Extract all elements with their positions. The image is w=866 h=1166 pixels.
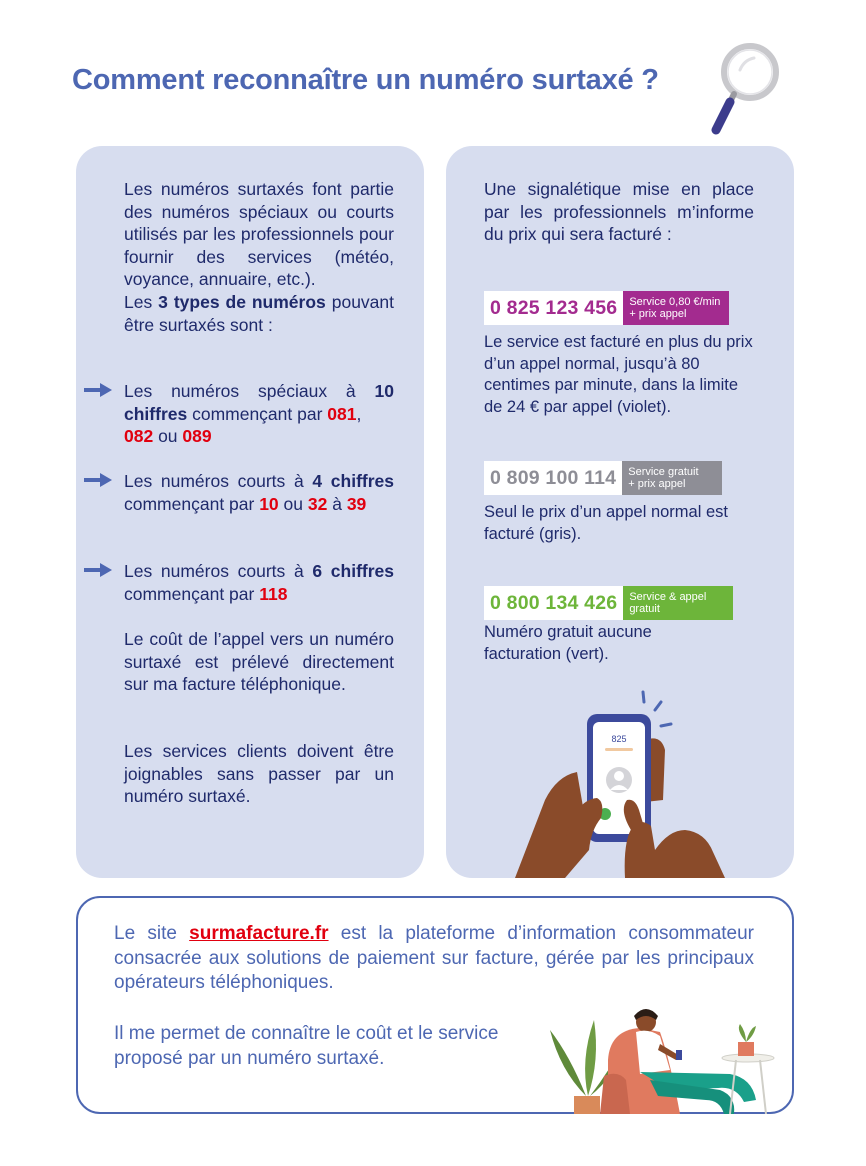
violet-number-badge <box>484 291 729 325</box>
site-link[interactable]: surmafacture.fr <box>189 923 329 944</box>
badge-label <box>623 291 729 325</box>
woman-with-phone-illustration <box>530 1000 784 1114</box>
badge-label-line: gratuit <box>629 603 660 615</box>
arrow-right-icon <box>84 563 112 577</box>
prefix-number: 118 <box>259 583 288 604</box>
cost-paragraph: Le coût de l’appel vers un numéro surtaxé est prélevé directement sur ma facture téléphonique. <box>124 629 394 695</box>
prefix-number: 081 <box>327 403 357 424</box>
bullet-item <box>124 380 394 448</box>
badge-label-line: Service 0,80 €/min <box>629 295 721 308</box>
badge-label <box>622 461 722 495</box>
types-text-post: pouvant être surtaxés sont : <box>124 291 394 335</box>
bullet-bold: 10 chiffres <box>124 381 394 424</box>
customer-service-paragraph: Les services clients doivent être joignables sans passer par un numéro surtaxé. <box>124 741 394 807</box>
prefix-number: 089 <box>182 426 212 447</box>
purpose-paragraph: Il me permet de connaître le coût et le service proposé par un numéro surtaxé. <box>114 1023 499 1069</box>
bullet-text: ou <box>278 493 308 514</box>
site-paragraph <box>114 922 754 996</box>
phone-screen-number: 825 <box>611 734 627 744</box>
badge-label-line: + prix appel <box>629 308 687 320</box>
bullet-text: commençant par <box>124 583 260 604</box>
badge-label-line: Service & appel <box>629 590 707 603</box>
prefix-number: 39 <box>346 493 367 514</box>
badge-label <box>623 586 733 620</box>
green-description: Numéro gratuit aucune facturation (vert). <box>484 623 652 663</box>
badge-number: 0 825 123 456 <box>484 291 623 325</box>
bullet-text: ou <box>153 426 183 447</box>
bullet-text: Les numéros courts à <box>124 561 313 581</box>
violet-description: Le service est facturé en plus du prix d’un appel normal, jusqu’à 80 centimes par minute, dans la limite de 24 € par appel (violet). <box>484 333 753 416</box>
bullet-text: Les numéros spéciaux à <box>124 381 375 401</box>
badge-number: 0 800 134 426 <box>484 586 623 620</box>
magnifying-glass-icon <box>700 40 790 140</box>
prefix-number: 10 <box>259 493 279 514</box>
bullet-text: commençant par <box>124 493 260 514</box>
intro-paragraph <box>124 178 394 336</box>
gray-description: Seul le prix d’un appel normal est facturé (gris). <box>484 503 728 543</box>
arrow-right-icon <box>84 473 112 487</box>
bullet-text: commençant par <box>187 403 328 424</box>
prefix-number: 082 <box>124 426 154 447</box>
bullet-text: Les numéros courts à <box>124 471 313 491</box>
phone-in-hand-illustration <box>505 680 755 878</box>
arrow-right-icon <box>84 383 112 397</box>
signage-intro: Une signalétique mise en place par les professionnels m’informe du prix qui sera facturé : <box>484 179 754 245</box>
bullet-bold: 6 chiffres <box>312 561 394 581</box>
badge-number: 0 809 100 114 <box>484 461 622 495</box>
types-text-bold: 3 types de numéros <box>158 291 326 312</box>
bullet-text: à <box>327 493 347 514</box>
green-number-badge <box>484 586 733 620</box>
prefix-number: 32 <box>307 493 328 514</box>
bullet-bold: 4 chiffres <box>312 471 394 491</box>
bullet-text: , <box>356 403 362 424</box>
intro-text: Les numéros surtaxés font partie des numéros spéciaux ou courts utilisés par les professionnels pour fournir des services (météo, voyance, annuaire, etc.). <box>124 179 394 290</box>
badge-label-line: + prix appel <box>628 478 686 490</box>
site-text: est la plateforme d’information consommateur consacrée aux solutions de paiement sur facture, gérée par les principaux opérateurs téléphoniques. <box>114 923 755 993</box>
types-text-pre: Les <box>124 291 159 312</box>
bullet-item <box>124 470 394 515</box>
gray-number-badge <box>484 461 722 495</box>
page-title: Comment reconnaître un numéro surtaxé ? <box>72 64 659 96</box>
site-text: Le site <box>114 923 190 944</box>
badge-label-line: Service gratuit <box>628 465 699 478</box>
bullet-item <box>124 560 394 605</box>
